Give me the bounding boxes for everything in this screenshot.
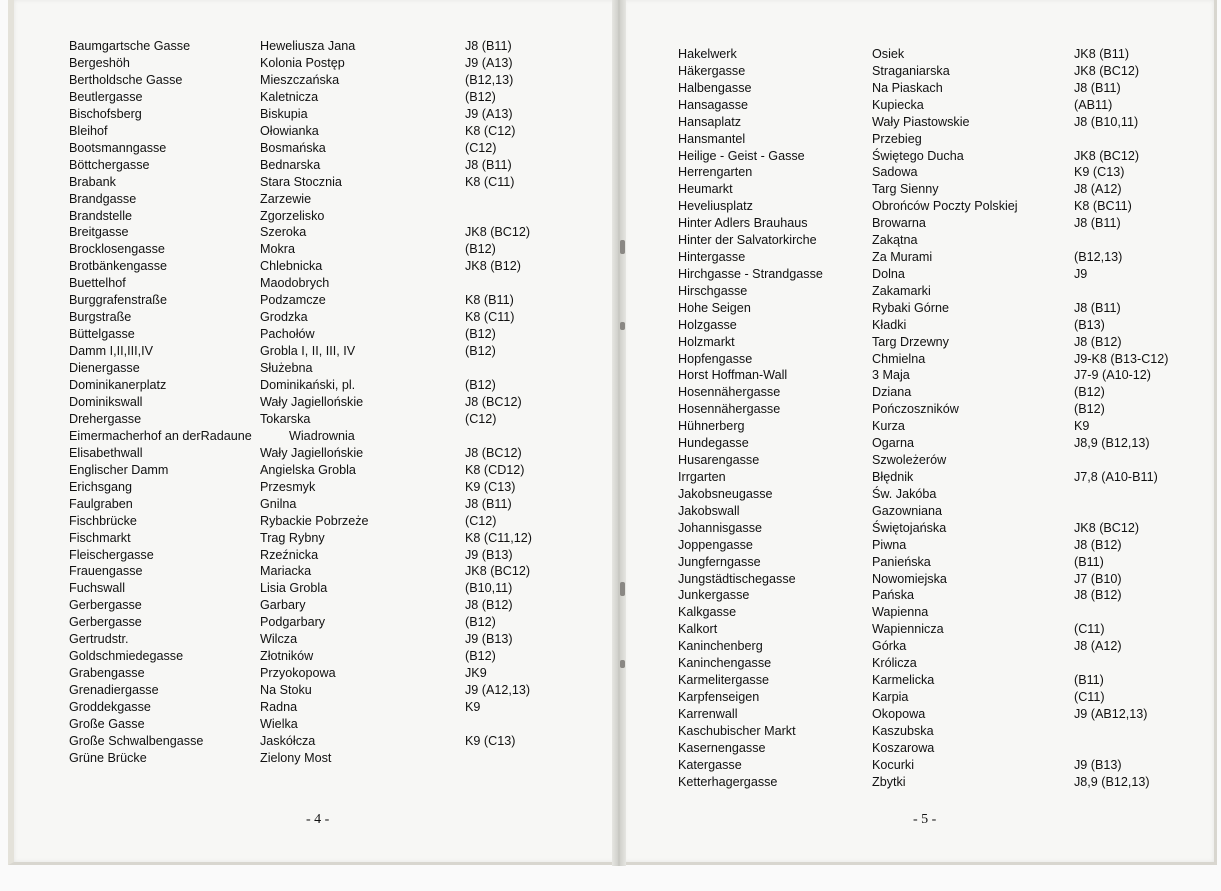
street-grid: (C11) [1074,622,1105,637]
street-german: Erichsgang [69,479,133,494]
street-polish: Świętego Ducha [872,148,964,163]
street-grid: J8 (B12) [1074,537,1122,552]
street-grid: J9 (A13) [465,106,513,121]
street-grid: J8 (B10,11) [1074,114,1139,129]
street-polish: Pończoszników [872,402,959,417]
street-grid: J9 (A13) [465,55,513,70]
street-german: Fleischergasse [69,547,154,562]
street-grid: K8 (B11) [465,293,514,308]
street-polish: Kurza [872,419,905,434]
street-german: Joppengasse [678,537,753,552]
street-polish: Targ Sienny [872,182,939,197]
street-grid: (AB11) [1074,97,1113,112]
street-polish: Kładki [872,317,907,332]
street-polish: Angielska Grobla [260,462,356,477]
street-german: Hansmantel [678,131,746,146]
street-polish: Piwna [872,537,907,552]
street-grid: J8 (B11) [1074,300,1121,315]
street-polish: Zgorzelisko [260,208,325,223]
street-polish: Wapienna [872,605,929,620]
street-polish: Gazowniana [872,503,943,518]
street-polish: Wały Jagiellońskie [260,394,364,409]
street-polish: Ogarna [872,436,915,451]
street-german: Dominikanerplatz [69,378,167,392]
street-grid: J8 (B11) [465,39,512,53]
street-polish: Bednarska [260,157,321,172]
street-entry [0,503,1221,520]
street-polish: Chlebnicka [260,259,323,274]
street-polish: Wielka [260,717,298,731]
street-polish: Dominikański, pl. [260,378,356,392]
street-german: Große Gasse [69,717,145,731]
street-grid: J9 (B13) [465,547,513,562]
street-polish: Służebna [260,361,313,376]
street-entry [0,774,1221,791]
street-polish: Wiadrownia [289,428,355,443]
street-grid: (B12) [465,615,496,630]
street-grid: J8,9 (B12,13) [1074,436,1150,451]
street-polish: Świętojańska [872,520,947,535]
street-polish: Heweliusza Jana [260,39,356,53]
street-entry [0,334,1221,351]
street-polish: Św. Jakóba [872,486,937,501]
street-polish: Zarzewie [260,191,312,206]
street-german: Breitgasse [69,225,129,240]
street-german: Brandgasse [69,191,137,206]
street-entry [0,401,1221,418]
street-grid: J9 (B13) [465,632,513,647]
street-grid: J8 (B12) [1074,334,1122,349]
street-entry [0,452,1221,469]
street-polish: Zbytki [872,774,906,789]
street-german: Bootsmanngasse [69,140,167,155]
street-german: Hühnerberg [678,419,745,434]
street-entry [0,384,1221,401]
street-grid: (C11) [1074,689,1105,704]
street-entry [0,266,1221,283]
street-polish: Gnilna [260,496,297,511]
street-german: Herrengarten [678,165,753,180]
street-polish: Przebieg [872,131,922,146]
street-polish: Dolna [872,266,905,281]
street-entry [0,249,1221,266]
street-entry [0,435,1221,452]
street-german: Brabank [69,174,116,189]
street-german: Grenadiergasse [69,683,159,698]
street-german: Böttchergasse [69,157,150,172]
street-grid: J8,9 (B12,13) [1074,774,1150,789]
street-german: Holzmarkt [678,334,735,349]
street-german: Katergasse [678,757,742,772]
street-german: Junkergasse [678,588,750,603]
street-polish: Wapiennicza [872,622,944,637]
street-grid: J9 (A12,13) [465,683,531,698]
street-polish: Kocurki [872,757,914,772]
street-entry [0,300,1221,317]
street-german: Holzgasse [678,317,737,332]
street-grid: J9 (B13) [1074,757,1122,772]
street-polish: Jaskółcza [260,733,316,748]
street-german: Hundegasse [678,436,749,451]
street-german: Karpfenseigen [678,689,760,704]
street-polish: Za Murami [872,250,933,265]
street-grid: J8 (B12) [465,598,513,613]
street-polish: Kolonia Postęp [260,55,345,70]
street-german: Johannisgasse [678,520,763,535]
street-entry [0,520,1221,537]
street-polish: Mieszczańska [260,72,340,87]
street-grid: (C12) [465,411,497,426]
street-german: Büttelgasse [69,327,135,342]
street-german: Hohe Seigen [678,300,751,315]
street-polish: Okopowa [872,706,926,721]
street-entry [0,131,1221,148]
street-polish: Chmielna [872,351,926,366]
street-grid: (B12) [465,327,496,342]
street-entry [0,164,1221,181]
street-polish: Podgarbary [260,615,326,630]
street-polish: Karpia [872,689,909,704]
street-polish: Karmelicka [872,673,935,688]
street-polish: Pańska [872,588,915,603]
street-german: Karrenwall [678,706,738,721]
street-polish: Targ Drzewny [872,334,949,349]
street-german: Kaschubischer Markt [678,723,796,738]
street-german: Drehergasse [69,411,142,426]
street-entry [0,689,1221,706]
street-grid: K8 (C11) [465,174,515,189]
street-entry [0,283,1221,300]
street-polish: Biskupia [260,106,308,121]
street-german: Gerbergasse [69,615,142,630]
street-german: Fuchswall [69,581,125,596]
street-german: Englischer Damm [69,462,169,477]
street-grid: K8 (CD12) [465,462,525,477]
street-polish: Maodobrych [260,276,330,291]
street-polish: Grobla I, II, III, IV [260,344,356,359]
street-entry [0,587,1221,604]
street-grid: (B13) [1074,317,1105,332]
street-grid: J8 (B11) [1074,80,1121,95]
street-entry [0,418,1221,435]
street-german: Bertholdsche Gasse [69,72,183,87]
street-german: Jakobsneugasse [678,486,773,501]
street-entry [0,114,1221,131]
street-german: Hirchgasse - Strandgasse [678,266,823,281]
street-grid: J9 (AB12,13) [1074,706,1148,721]
street-polish: Górka [872,639,907,654]
street-grid: (B10,11) [465,581,513,596]
page-number-right: - 5 - [913,812,937,827]
street-entry [0,740,1221,757]
street-german: Buettelhof [69,276,126,291]
street-polish: Przesmyk [260,479,316,494]
street-german: Frauengasse [69,564,143,579]
street-grid: J7-9 (A10-12) [1074,368,1151,383]
street-grid: (B12) [465,89,496,104]
street-german: Dienergasse [69,361,140,376]
street-german: Hopfengasse [678,351,753,366]
street-german: Irrgarten [678,470,726,484]
street-german: Burggrafenstraße [69,293,168,308]
street-polish: Zielony Most [260,750,332,765]
street-polish: Sadowa [872,165,918,180]
street-entry [0,215,1221,232]
street-german: Grabengasse [69,666,145,681]
street-grid: J8 (BC12) [465,445,522,460]
street-polish: Przyokopowa [260,666,336,681]
street-german: Jungferngasse [678,554,761,569]
street-german: Ketterhagergasse [678,774,778,789]
street-entry [0,232,1221,249]
street-entry [0,621,1221,638]
street-german: Hinter Adlers Brauhaus [678,216,808,231]
street-grid: (B11) [1074,554,1104,569]
street-entry [0,604,1221,621]
page-number-left: - 4 - [306,812,330,827]
street-entry [0,655,1221,672]
street-polish: Stara Stocznia [260,174,342,189]
street-entry [0,554,1221,571]
street-german: Gertrudstr. [69,632,129,647]
street-german: Kalkort [678,622,718,637]
street-polish: Osiek [872,47,905,61]
street-german: Beutlergasse [69,89,143,104]
street-grid: JK8 (B12) [465,259,521,274]
street-polish: Wilcza [260,632,298,647]
street-polish: Kupiecka [872,97,924,112]
street-polish: Szeroka [260,225,307,240]
street-german: Baumgartsche Gasse [69,39,191,53]
street-german: Bergeshöh [69,55,130,70]
street-entry [0,571,1221,588]
street-grid: JK8 (BC12) [465,225,531,240]
street-grid: J8 (BC12) [465,394,522,409]
street-grid: J9 [1074,266,1088,281]
street-polish: Straganiarska [872,63,950,78]
street-grid: (B12) [465,344,496,359]
street-german: Horst Hoffman-Wall [678,368,788,383]
street-polish: Browarna [872,216,926,231]
street-entry [0,367,1221,384]
street-german: Heveliusplatz [678,199,753,214]
street-german: Bischofsberg [69,106,142,121]
street-polish: Na Piaskach [872,80,943,95]
street-polish: Wały Jagiellońskie [260,445,364,460]
street-polish: Grodzka [260,310,308,325]
street-grid: K8 (BC11) [1074,199,1132,214]
street-entry [0,486,1221,503]
street-german: Heumarkt [678,182,733,197]
street-entry [0,638,1221,655]
street-grid: JK8 (B11) [1074,47,1130,61]
street-grid: (B11) [1074,673,1104,688]
street-polish: Radna [260,700,298,715]
street-german: Fischbrücke [69,513,137,528]
street-german: Grüne Brücke [69,750,147,765]
street-polish: Bosmańska [260,140,326,155]
street-entry [0,97,1221,114]
street-polish: Obrońców Poczty Polskiej [872,199,1018,214]
street-polish: Złotników [260,649,314,664]
street-polish: Zakamarki [872,283,931,298]
street-german: Fischmarkt [69,530,131,545]
street-german: Husarengasse [678,453,760,468]
street-grid: J8 (A12) [1074,639,1122,654]
street-german: Hansaplatz [678,114,742,129]
street-german: Kasernengasse [678,740,766,755]
street-polish: Pachołów [260,327,315,342]
street-polish: Na Stoku [260,683,312,698]
street-grid: (B12) [1074,402,1105,417]
street-entry [0,46,1221,63]
street-grid: (B12) [465,242,496,257]
street-german: Kaninchengasse [678,656,772,671]
street-german: Brandstelle [69,208,133,223]
street-entry [0,80,1221,97]
street-entry [0,537,1221,554]
street-german: Hakelwerk [678,47,737,61]
street-polish: Zakątna [872,233,918,248]
street-grid: K9 (C13) [1074,165,1125,180]
street-german: Elisabethwall [69,445,143,460]
street-grid: J9-K8 (B13-C12) [1074,351,1169,366]
street-entry [0,317,1221,334]
street-grid: JK8 (BC12) [1074,63,1140,78]
street-grid: J8 (B11) [1074,216,1121,231]
street-polish: Rybackie Pobrzeże [260,513,369,528]
street-polish: Rybaki Górne [872,300,949,315]
street-german: Gerbergasse [69,598,142,613]
street-entry [0,148,1221,165]
street-grid: J7 (B10) [1074,571,1122,586]
street-german: Goldschmiedegasse [69,649,184,664]
street-german: Eimermacherhof an derRadaune [69,428,252,443]
street-german: Heilige - Geist - Gasse [678,148,805,163]
street-entry [0,723,1221,740]
street-grid: K9 (C13) [465,479,516,494]
street-entry [0,181,1221,198]
street-german: Bleihof [69,123,108,138]
street-entry [0,63,1221,80]
street-polish: Panieńska [872,554,931,569]
street-grid: (C12) [465,140,497,155]
street-entry [0,672,1221,689]
street-polish: Rzeźnicka [260,547,319,562]
street-polish: Ołowianka [260,123,319,138]
street-german: Hansagasse [678,97,749,112]
street-grid: JK8 (BC12) [1074,520,1140,535]
street-grid: J8 (A12) [1074,182,1122,197]
street-entry [0,351,1221,368]
street-grid: (B12) [1074,385,1105,400]
street-polish: Kaletnicza [260,89,319,104]
street-german: Burgstraße [69,310,132,325]
street-polish: Koszarowa [872,740,935,755]
street-german: Groddekgasse [69,700,151,715]
street-grid: J8 (B12) [1074,588,1122,603]
street-polish: Wały Piastowskie [872,114,970,129]
street-german: Hosennähergasse [678,385,781,400]
street-german: Hirschgasse [678,283,748,298]
street-german: Häkergasse [678,63,746,78]
street-german: Hosennähergasse [678,402,781,417]
street-grid: (B12) [465,649,496,664]
street-german: Kaninchenberg [678,639,763,654]
street-polish: Mokra [260,242,295,257]
street-german: Hintergasse [678,250,746,265]
street-grid: K9 (C13) [465,733,516,748]
street-grid: J8 (B11) [465,157,512,172]
street-german: Damm I,II,III,IV [69,344,153,359]
street-polish: Błędnik [872,470,914,484]
street-grid: K8 (C12) [465,123,516,138]
street-grid: J7,8 (A10-B11) [1074,470,1158,484]
street-polish: Tokarska [260,411,311,426]
street-polish: Szwoleżerów [872,453,947,468]
street-grid: JK8 (BC12) [465,564,531,579]
street-german: Halbengasse [678,80,752,95]
street-polish: Królicza [872,656,917,671]
street-german: Karmelitergasse [678,673,769,688]
street-grid: JK8 (BC12) [1074,148,1140,163]
street-grid: JK9 [465,666,487,681]
street-german: Brocklosengasse [69,242,165,257]
street-entry [0,757,1221,774]
street-german: Große Schwalbengasse [69,733,204,748]
street-grid: J8 (B11) [465,496,512,511]
street-polish: Nowomiejska [872,571,947,586]
street-entry [0,198,1221,215]
street-german: Dominikswall [69,394,143,409]
street-polish: 3 Maja [872,368,910,383]
street-german: Hinter der Salvatorkirche [678,233,817,248]
street-entry [0,706,1221,723]
street-german: Kalkgasse [678,605,737,620]
street-polish: Lisia Grobla [260,581,328,596]
street-grid: (B12) [465,378,496,392]
street-grid: K8 (C11,12) [465,530,532,545]
street-grid: K8 (C11) [465,310,515,325]
street-german: Jungstädtischegasse [678,571,796,586]
street-german: Jakobswall [678,503,740,518]
street-grid: K9 [465,700,481,715]
street-polish: Garbary [260,598,306,613]
street-polish: Dziana [872,385,912,400]
street-grid: (C12) [465,513,497,528]
street-grid: K9 [1074,419,1090,434]
street-german: Faulgraben [69,496,133,511]
street-polish: Mariacka [260,564,312,579]
street-german: Brotbänkengasse [69,259,168,274]
street-grid: (B12,13) [1074,250,1123,265]
street-polish: Kaszubska [872,723,934,738]
street-grid: (B12,13) [465,72,514,87]
street-polish: Podzamcze [260,293,326,308]
street-entry [0,469,1221,486]
street-polish: Trag Rybny [260,530,325,545]
